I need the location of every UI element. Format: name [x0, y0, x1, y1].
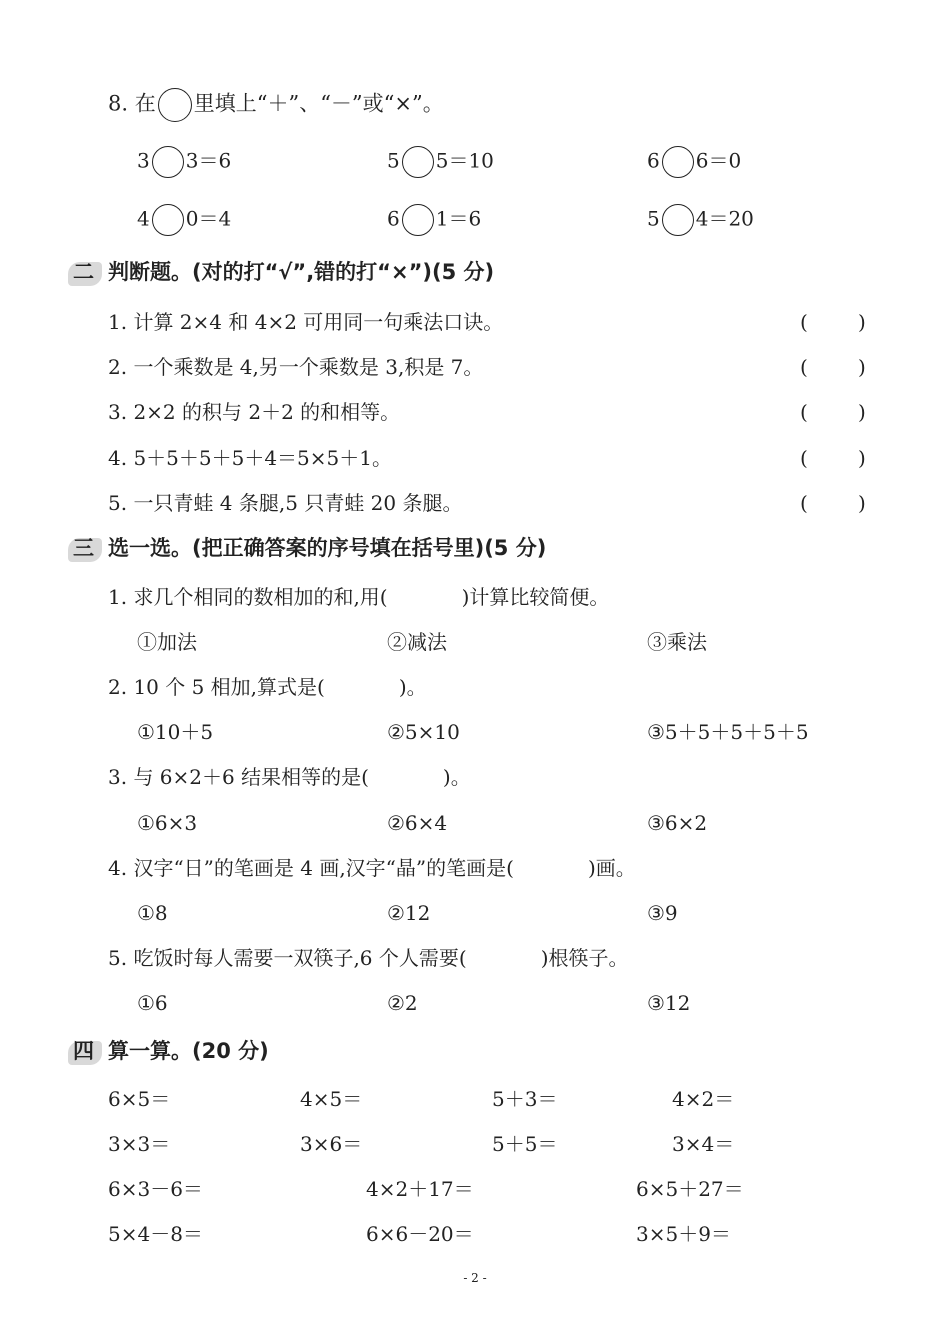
section-4-title: 算一算。(20 分) [108, 1039, 269, 1063]
section-2-title: 判断题。(对的打“√”,错的打“×”)(5 分) [108, 260, 495, 284]
answer-paren-open[interactable]: ( [800, 355, 808, 379]
section-4-number: 四 [73, 1039, 94, 1063]
answer-circle-icon[interactable] [662, 204, 694, 236]
q8-title-pre: 8. 在 [108, 91, 156, 116]
calc-item: 4×2＋17＝ [366, 1177, 474, 1201]
option: ③6×2 [647, 811, 708, 835]
section-2-number: 二 [73, 260, 94, 284]
calc-item: 5×4－8＝ [108, 1222, 203, 1246]
q8-item-3: 6 6＝0 [647, 146, 741, 178]
answer-paren-close[interactable]: ) [858, 355, 866, 379]
option: ②5×10 [387, 720, 460, 744]
judge-item-3: 3. 2×2 的积与 2＋2 的和相等。 [108, 400, 401, 424]
answer-paren-open[interactable]: ( [800, 310, 808, 334]
q8-item-1: 3 3＝6 [137, 146, 231, 178]
section-3-title: 选一选。(把正确答案的序号填在括号里)(5 分) [108, 536, 547, 560]
answer-paren-open[interactable]: ( [800, 400, 808, 424]
answer-paren-open[interactable]: ( [800, 446, 808, 470]
answer-paren-close[interactable]: ) [858, 446, 866, 470]
choice-question-1: 1. 求几个相同的数相加的和,用( )计算比较简便。 [108, 585, 610, 609]
calc-item: 4×5＝ [300, 1087, 363, 1111]
answer-circle-icon [158, 88, 192, 122]
option: ③乘法 [647, 630, 707, 654]
answer-paren-open[interactable]: ( [800, 491, 808, 515]
judge-item-2: 2. 一个乘数是 4,另一个乘数是 3,积是 7。 [108, 355, 484, 379]
calc-item: 3×3＝ [108, 1132, 171, 1156]
judge-item-1: 1. 计算 2×4 和 4×2 可用同一句乘法口诀。 [108, 310, 504, 334]
calc-item: 6×6－20＝ [366, 1222, 474, 1246]
option: ①加法 [137, 630, 197, 654]
option: ②6×4 [387, 811, 448, 835]
q8-item-4: 4 0＝4 [137, 204, 231, 236]
choice-question-3: 3. 与 6×2＋6 结果相等的是( )。 [108, 765, 471, 789]
answer-circle-icon[interactable] [152, 204, 184, 236]
answer-circle-icon[interactable] [402, 204, 434, 236]
q8-item-5: 6 1＝6 [387, 204, 481, 236]
answer-circle-icon[interactable] [662, 146, 694, 178]
calc-item: 6×5＝ [108, 1087, 171, 1111]
q8-title-post: 里填上“＋”、“－”或“×”。 [193, 91, 444, 116]
answer-paren-close[interactable]: ) [858, 491, 866, 515]
option: ①6×3 [137, 811, 198, 835]
calc-item: 3×6＝ [300, 1132, 363, 1156]
option: ②2 [387, 991, 418, 1015]
q8-item-6: 5 4＝20 [647, 204, 754, 236]
page-number: - 2 - [463, 1271, 487, 1285]
option: ①6 [137, 991, 168, 1015]
choice-question-5: 5. 吃饭时每人需要一双筷子,6 个人需要( )根筷子。 [108, 946, 629, 970]
calc-item: 6×3－6＝ [108, 1177, 203, 1201]
option: ①10＋5 [137, 720, 214, 744]
judge-item-4: 4. 5＋5＋5＋5＋4＝5×5＋1。 [108, 446, 392, 470]
calc-item: 3×4＝ [672, 1132, 735, 1156]
q8-item-2: 5 5＝10 [387, 146, 494, 178]
calc-item: 6×5＋27＝ [636, 1177, 744, 1201]
calc-item: 5＋3＝ [492, 1087, 558, 1111]
answer-paren-close[interactable]: ) [858, 400, 866, 424]
choice-question-4: 4. 汉字“日”的笔画是 4 画,汉字“晶”的笔画是( )画。 [108, 856, 636, 880]
option: ②减法 [387, 630, 447, 654]
calc-item: 4×2＝ [672, 1087, 735, 1111]
option: ③12 [647, 991, 691, 1015]
option: ③5＋5＋5＋5＋5 [647, 720, 809, 744]
choice-question-2: 2. 10 个 5 相加,算式是( )。 [108, 675, 427, 699]
answer-paren-close[interactable]: ) [858, 310, 866, 334]
option: ③9 [647, 901, 678, 925]
calc-item: 3×5＋9＝ [636, 1222, 731, 1246]
answer-circle-icon[interactable] [402, 146, 434, 178]
option: ①8 [137, 901, 168, 925]
judge-item-5: 5. 一只青蛙 4 条腿,5 只青蛙 20 条腿。 [108, 491, 463, 515]
q8-title [108, 88, 444, 122]
answer-circle-icon[interactable] [152, 146, 184, 178]
calc-item: 5＋5＝ [492, 1132, 558, 1156]
section-3-number: 三 [73, 536, 94, 560]
option: ②12 [387, 901, 431, 925]
